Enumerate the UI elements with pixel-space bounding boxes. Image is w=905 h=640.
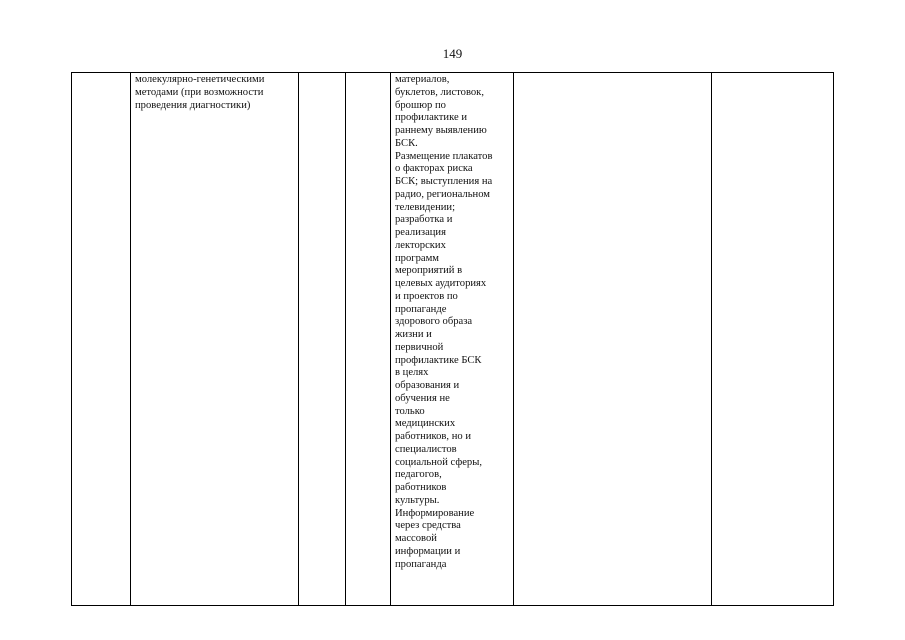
cell-activity: молекулярно-генетическими методами (при возможности проведения диагностики) <box>131 73 299 606</box>
page-number: 149 <box>442 46 463 61</box>
cell-description: материалов, буклетов, листовок, брошюр по профилактике и раннему выявлению БСК. Размещение плакатов о факторах риска БСК; выступления на радио, региональном телевидении; разработка и реализация лекторских программ мероприятий в целевых аудиториях и проектов по пропаганде здорового образа жизни и первичной профилактике БСК в целях образования и обучения не только медицинских работников, но и специалистов социальной сферы, педагогов, работников культуры. Информирование через средства массовой информации и пропаганда <box>391 73 514 606</box>
cell-responsible <box>514 73 712 606</box>
cell-start <box>299 73 346 606</box>
cell-end <box>346 73 391 606</box>
document-table <box>71 72 834 606</box>
cell-result <box>712 73 834 606</box>
cell-number <box>72 73 131 606</box>
table-row <box>72 73 834 606</box>
